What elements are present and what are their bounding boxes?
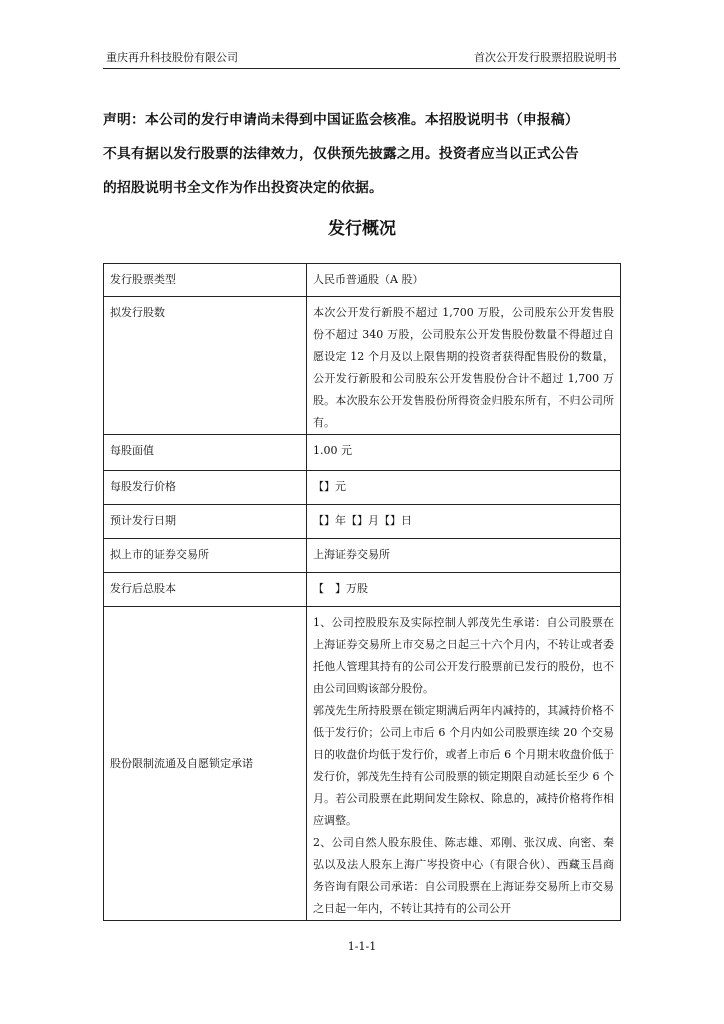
section-title: 发行概况 [328, 219, 396, 239]
row-value: 【】年【】月【】日 [307, 505, 621, 539]
row-value: 人民币普通股（A 股） [307, 264, 621, 297]
disclaimer-statement [103, 103, 620, 205]
table-row [104, 607, 621, 921]
table-row [104, 539, 621, 573]
page-number: 1-1-1 [347, 940, 377, 953]
page-header [103, 50, 620, 69]
statement-line: 不具有据以发行股票的法律效力，仅供预先披露之用。投资者应当以正式公告 [103, 146, 579, 162]
table-row [104, 471, 621, 505]
row-label: 预计发行日期 [104, 505, 307, 539]
header-document-title: 首次公开发行股票招股说明书 [474, 51, 617, 64]
commitment-paragraph: 1、公司控股股东及实际控制人郭茂先生承诺：自公司股票在上海证券交易所上市交易之日起三十六个月内，不转让或者委托他人管理其持有的公司公开发行股票前已发行的股份，也不由公司回购该部分股份。 [313, 616, 614, 695]
row-label: 发行股票类型 [104, 264, 307, 297]
commitment-paragraph: 2、公司自然人股东股佳、陈志雄、邓刚、张汉成、向密、秦弘以及法人股东上海广岑投资中心（有限合伙）、西藏玉昌商务咨询有限公司承诺：自公司股票在上海证券交易所上市交易之日起一年内，不转让其持有的公司公开 [313, 836, 614, 915]
row-label: 拟发行股数 [104, 297, 307, 435]
row-value: 【 】万股 [307, 573, 621, 607]
table-row [104, 505, 621, 539]
row-label: 拟上市的证券交易所 [104, 539, 307, 573]
row-label: 每股面值 [104, 435, 307, 471]
row-label: 发行后总股本 [104, 573, 307, 607]
row-label: 股份限制流通及自愿锁定承诺 [104, 607, 307, 921]
row-value: 【】元 [307, 471, 621, 505]
header-company-name: 重庆再升科技股份有限公司 [106, 51, 238, 64]
statement-line: 的招股说明书全文作为作出投资决定的依据。 [103, 180, 383, 196]
row-value: 1.00 元 [307, 435, 621, 471]
issuance-overview-table [103, 263, 621, 921]
table-row [104, 435, 621, 471]
table-row [104, 573, 621, 607]
statement-line: 声明：本公司的发行申请尚未得到中国证监会核准。本招股说明书（申报稿） [103, 112, 579, 128]
row-value: 本次公开发行新股不超过 1,700 万股，公司股东公开发售股份不超过 340 万股，公司股东公开发售股份数量不得超过自愿设定 12 个月及以上限售期的投资者获得配售股份的数量，公开发行新股和公司股东公开发售股份合计不超过 1,700 万股。本次股东公开发售股份所得资金归股东所有，不归公司所有。 [307, 297, 621, 435]
row-label: 每股发行价格 [104, 471, 307, 505]
row-value [307, 607, 621, 921]
commitment-paragraph: 郭茂先生所持股票在锁定期满后两年内减持的，其减持价格不低于发行价；公司上市后 6 个月内如公司股票连续 20 个交易日的收盘价均低于发行价，或者上市后 6 个月期末收盘价低于发行价，郭茂先生持有公司股票的锁定期限自动延长至少 6 个月。若公司股票在此期间发生除权、除息的，减持价格将作相应调整。 [313, 704, 614, 827]
table-row [104, 297, 621, 435]
row-value: 上海证券交易所 [307, 539, 621, 573]
table-row [104, 264, 621, 297]
